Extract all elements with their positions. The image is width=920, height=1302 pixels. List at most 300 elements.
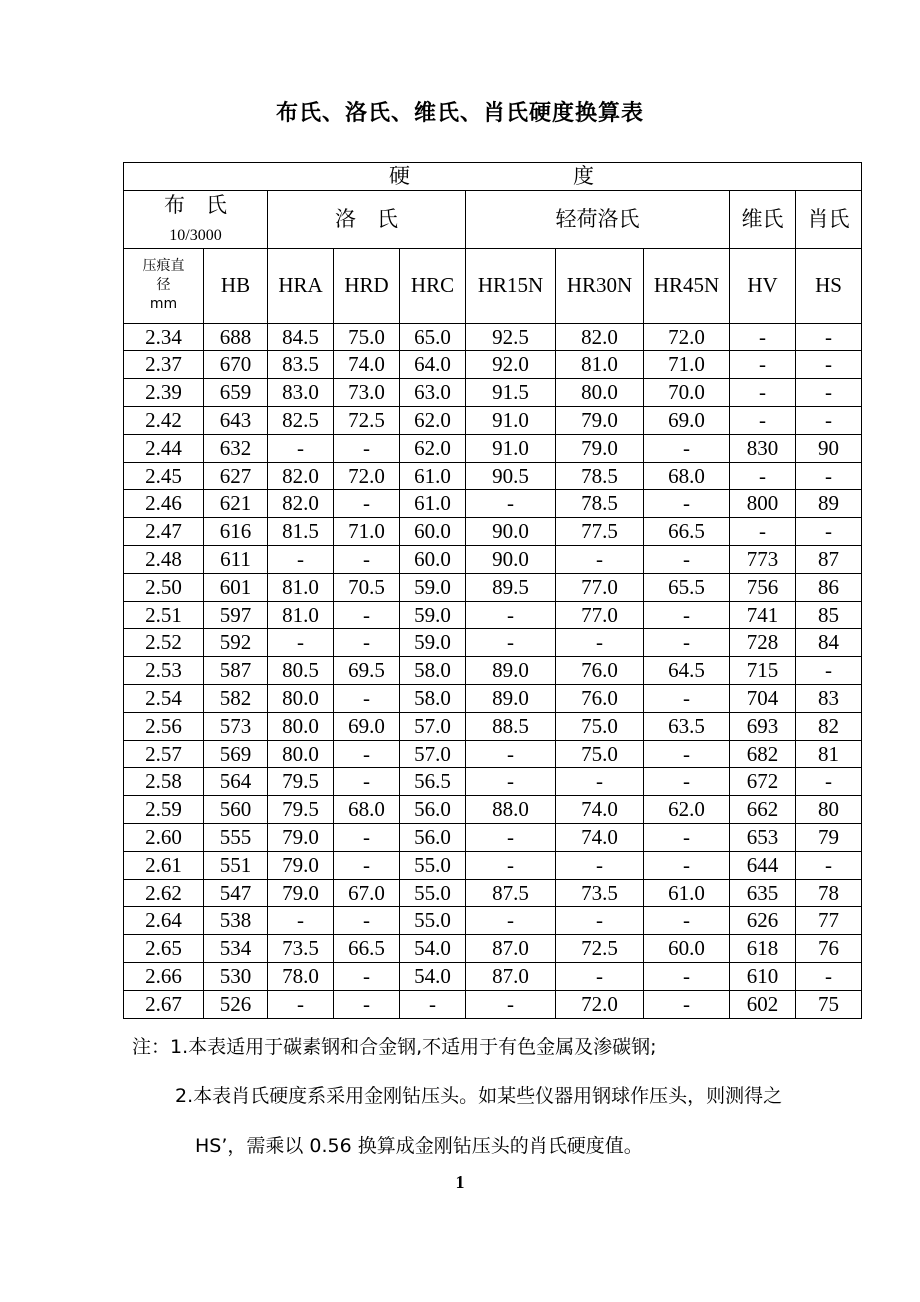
table-cell: 62.0 <box>400 407 466 435</box>
table-cell: 72.5 <box>334 407 400 435</box>
indent-unit: mm <box>149 296 178 313</box>
table-cell: - <box>644 851 730 879</box>
table-cell: 89.5 <box>466 573 556 601</box>
table-cell: 560 <box>204 796 268 824</box>
table-cell: 621 <box>204 490 268 518</box>
table-cell: 69.0 <box>334 712 400 740</box>
indent-label: 压痕直径 <box>142 258 185 294</box>
table-cell: - <box>644 629 730 657</box>
note-1: 注：1.本表适用于碳素钢和合金钢,不适用于有色金属及渗碳钢; <box>132 1036 657 1058</box>
table-cell: 616 <box>204 518 268 546</box>
page-title: 布氏、洛氏、维氏、肖氏硬度换算表 <box>275 101 644 126</box>
table-cell: - <box>334 434 400 462</box>
table-cell: 2.65 <box>124 935 204 963</box>
table-cell: 60.0 <box>400 546 466 574</box>
table-row <box>124 768 862 796</box>
table-cell: 70.5 <box>334 573 400 601</box>
table-cell: 80 <box>796 796 862 824</box>
table-cell: - <box>644 963 730 991</box>
table-cell: 90.0 <box>466 518 556 546</box>
table-cell: 60.0 <box>400 518 466 546</box>
table-cell: 610 <box>730 963 796 991</box>
table-cell: 2.56 <box>124 712 204 740</box>
table-cell: - <box>644 768 730 796</box>
table-row <box>124 629 862 657</box>
table-cell: 830 <box>730 434 796 462</box>
table-cell: 89.0 <box>466 657 556 685</box>
shore-header: 肖氏 <box>796 191 862 249</box>
table-cell: 79 <box>796 824 862 852</box>
table-cell: 68.0 <box>334 796 400 824</box>
table-cell: - <box>334 629 400 657</box>
table-cell: 597 <box>204 601 268 629</box>
table-cell: - <box>334 685 400 713</box>
table-cell: 2.42 <box>124 407 204 435</box>
table-cell: - <box>730 462 796 490</box>
table-cell: 756 <box>730 573 796 601</box>
table-cell: 84 <box>796 629 862 657</box>
table-cell: 75.0 <box>556 740 644 768</box>
table-cell: 526 <box>204 990 268 1018</box>
table-cell: 59.0 <box>400 601 466 629</box>
table-cell: 601 <box>204 573 268 601</box>
col-hb: HB <box>204 248 268 323</box>
table-cell: - <box>334 740 400 768</box>
table-cell: - <box>644 824 730 852</box>
table-cell: - <box>556 546 644 574</box>
table-cell: 2.37 <box>124 351 204 379</box>
table-cell: 2.44 <box>124 434 204 462</box>
table-cell: - <box>466 824 556 852</box>
table-cell: 61.0 <box>644 879 730 907</box>
table-cell: 57.0 <box>400 740 466 768</box>
table-row <box>124 351 862 379</box>
table-cell: 2.39 <box>124 379 204 407</box>
col-hra: HRA <box>268 248 334 323</box>
superficial-rockwell-header: 轻荷洛氏 <box>466 191 730 249</box>
table-cell: 69.0 <box>644 407 730 435</box>
table-cell: 83.0 <box>268 379 334 407</box>
table-cell: 57.0 <box>400 712 466 740</box>
table-cell: 82.5 <box>268 407 334 435</box>
table-cell: - <box>466 490 556 518</box>
vickers-header: 维氏 <box>730 191 796 249</box>
table-cell: - <box>466 768 556 796</box>
table-cell: 92.0 <box>466 351 556 379</box>
table-cell: - <box>466 907 556 935</box>
table-cell: - <box>796 323 862 351</box>
table-row <box>124 907 862 935</box>
table-cell: 78 <box>796 879 862 907</box>
table-cell: 83 <box>796 685 862 713</box>
table-cell: - <box>796 462 862 490</box>
table-cell: 74.0 <box>556 824 644 852</box>
table-cell: 644 <box>730 851 796 879</box>
table-cell: 92.5 <box>466 323 556 351</box>
table-cell: 534 <box>204 935 268 963</box>
table-cell: - <box>644 740 730 768</box>
table-cell: 81 <box>796 740 862 768</box>
table-cell: 547 <box>204 879 268 907</box>
table-cell: - <box>730 323 796 351</box>
table-cell: - <box>334 907 400 935</box>
table-cell: - <box>268 907 334 935</box>
table-cell: 54.0 <box>400 963 466 991</box>
table-cell: 635 <box>730 879 796 907</box>
col-hv: HV <box>730 248 796 323</box>
table-cell: 2.50 <box>124 573 204 601</box>
table-cell: 66.5 <box>644 518 730 546</box>
table-cell: 90 <box>796 434 862 462</box>
table-cell: 64.0 <box>400 351 466 379</box>
table-cell: - <box>268 990 334 1018</box>
table-cell: 592 <box>204 629 268 657</box>
table-cell: 75 <box>796 990 862 1018</box>
table-cell: 78.0 <box>268 963 334 991</box>
table-cell: 78.5 <box>556 462 644 490</box>
table-cell: 91.0 <box>466 434 556 462</box>
table-cell: 81.0 <box>556 351 644 379</box>
table-cell: 59.0 <box>400 629 466 657</box>
table-cell: 89.0 <box>466 685 556 713</box>
table-cell: - <box>466 629 556 657</box>
table-cell: - <box>796 407 862 435</box>
table-row <box>124 879 862 907</box>
table-cell: 87.0 <box>466 935 556 963</box>
table-cell: - <box>334 546 400 574</box>
table-cell: - <box>730 351 796 379</box>
table-cell: 2.59 <box>124 796 204 824</box>
table-cell: - <box>644 990 730 1018</box>
table-cell: 75.0 <box>334 323 400 351</box>
table-cell: - <box>268 434 334 462</box>
table-cell: 91.5 <box>466 379 556 407</box>
table-cell: 73.0 <box>334 379 400 407</box>
table-cell: 62.0 <box>644 796 730 824</box>
table-cell: - <box>796 518 862 546</box>
table-cell: 72.5 <box>556 935 644 963</box>
table-cell: - <box>334 851 400 879</box>
note-3: HS’，需乘以 0.56 换算成金刚钻压头的肖氏硬度值。 <box>195 1135 643 1157</box>
table-cell: 2.67 <box>124 990 204 1018</box>
table-row <box>124 740 862 768</box>
table-cell: 80.0 <box>268 740 334 768</box>
table-cell: 55.0 <box>400 851 466 879</box>
table-cell: 611 <box>204 546 268 574</box>
table-cell: 61.0 <box>400 490 466 518</box>
table-cell: 56.0 <box>400 824 466 852</box>
table-cell: 2.58 <box>124 768 204 796</box>
table-row <box>124 796 862 824</box>
table-cell: 653 <box>730 824 796 852</box>
table-cell: - <box>796 963 862 991</box>
table-cell: 71.0 <box>334 518 400 546</box>
brinell-header <box>124 191 268 249</box>
table-cell: 79.0 <box>556 407 644 435</box>
table-row <box>124 407 862 435</box>
table-cell: - <box>730 379 796 407</box>
table-cell: 2.45 <box>124 462 204 490</box>
table-cell: - <box>796 768 862 796</box>
table-cell: 551 <box>204 851 268 879</box>
table-cell: 602 <box>730 990 796 1018</box>
table-cell: 728 <box>730 629 796 657</box>
table-cell: 2.34 <box>124 323 204 351</box>
table-row <box>124 518 862 546</box>
table-cell: 69.5 <box>334 657 400 685</box>
table-cell: 573 <box>204 712 268 740</box>
table-cell: - <box>268 629 334 657</box>
table-cell: 82.0 <box>268 462 334 490</box>
table-cell: 72.0 <box>334 462 400 490</box>
table-cell: 75.0 <box>556 712 644 740</box>
table-cell: 704 <box>730 685 796 713</box>
table-cell: 627 <box>204 462 268 490</box>
table-cell: 76 <box>796 935 862 963</box>
table-cell: 86 <box>796 573 862 601</box>
table-cell: 682 <box>730 740 796 768</box>
table-cell: 587 <box>204 657 268 685</box>
table-cell: - <box>644 907 730 935</box>
table-cell: 77 <box>796 907 862 935</box>
table-cell: 76.0 <box>556 657 644 685</box>
table-cell: 2.61 <box>124 851 204 879</box>
table-cell: 80.0 <box>556 379 644 407</box>
table-cell: 693 <box>730 712 796 740</box>
table-cell: 564 <box>204 768 268 796</box>
table-row <box>124 490 862 518</box>
table-cell: 56.5 <box>400 768 466 796</box>
table-cell: 65.0 <box>400 323 466 351</box>
table-row <box>124 685 862 713</box>
table-cell: 67.0 <box>334 879 400 907</box>
table-cell: 72.0 <box>556 990 644 1018</box>
table-cell: 773 <box>730 546 796 574</box>
table-cell: - <box>400 990 466 1018</box>
table-cell: 582 <box>204 685 268 713</box>
table-cell: 662 <box>730 796 796 824</box>
table-cell: - <box>556 629 644 657</box>
col-hr45n: HR45N <box>644 248 730 323</box>
table-cell: 58.0 <box>400 685 466 713</box>
table-cell: 89 <box>796 490 862 518</box>
table-cell: 82.0 <box>556 323 644 351</box>
table-cell: - <box>796 379 862 407</box>
table-cell: 91.0 <box>466 407 556 435</box>
indent-diameter-header <box>124 248 204 323</box>
table-cell: 2.60 <box>124 824 204 852</box>
table-row <box>124 573 862 601</box>
table-cell: 71.0 <box>644 351 730 379</box>
table-cell: 2.52 <box>124 629 204 657</box>
table-cell: - <box>556 768 644 796</box>
table-cell: 61.0 <box>400 462 466 490</box>
table-cell: - <box>466 601 556 629</box>
table-cell: 60.0 <box>644 935 730 963</box>
table-cell: 79.5 <box>268 768 334 796</box>
table-cell: - <box>644 434 730 462</box>
col-hs: HS <box>796 248 862 323</box>
table-cell: 66.5 <box>334 935 400 963</box>
table-row <box>124 323 862 351</box>
table-cell: 83.5 <box>268 351 334 379</box>
table-cell: 54.0 <box>400 935 466 963</box>
table-row <box>124 379 862 407</box>
header-row-columns <box>124 248 862 323</box>
col-hrd: HRD <box>334 248 400 323</box>
table-cell: - <box>334 768 400 796</box>
table-cell: 2.62 <box>124 879 204 907</box>
table-cell: 87.5 <box>466 879 556 907</box>
table-cell: 87 <box>796 546 862 574</box>
table-cell: - <box>644 601 730 629</box>
table-row <box>124 963 862 991</box>
table-cell: 77.0 <box>556 601 644 629</box>
table-cell: 81.0 <box>268 573 334 601</box>
table-cell: - <box>644 685 730 713</box>
col-hrc: HRC <box>400 248 466 323</box>
table-row <box>124 657 862 685</box>
table-row <box>124 434 862 462</box>
header-row-groups <box>124 191 862 249</box>
table-cell: - <box>730 518 796 546</box>
table-row <box>124 712 862 740</box>
table-cell: - <box>796 851 862 879</box>
table-cell: - <box>334 490 400 518</box>
table-cell: - <box>796 657 862 685</box>
table-cell: 78.5 <box>556 490 644 518</box>
hardness-header: 硬 度 <box>124 163 862 191</box>
table-cell: 85 <box>796 601 862 629</box>
table-cell: - <box>334 824 400 852</box>
table-cell: 84.5 <box>268 323 334 351</box>
table-cell: 2.53 <box>124 657 204 685</box>
table-cell: - <box>730 407 796 435</box>
table-cell: 530 <box>204 963 268 991</box>
table-cell: 68.0 <box>644 462 730 490</box>
table-cell: 741 <box>730 601 796 629</box>
table-cell: 55.0 <box>400 907 466 935</box>
table-cell: 70.0 <box>644 379 730 407</box>
table-cell: 59.0 <box>400 573 466 601</box>
table-cell: 88.0 <box>466 796 556 824</box>
table-cell: 90.5 <box>466 462 556 490</box>
table-cell: 659 <box>204 379 268 407</box>
page-number: 1 <box>455 1172 465 1192</box>
table-cell: - <box>556 963 644 991</box>
table-cell: 87.0 <box>466 963 556 991</box>
table-cell: 73.5 <box>268 935 334 963</box>
rockwell-header: 洛 氏 <box>268 191 466 249</box>
table-cell: 632 <box>204 434 268 462</box>
table-cell: 670 <box>204 351 268 379</box>
table-row <box>124 546 862 574</box>
table-cell: - <box>556 851 644 879</box>
table-cell: 64.5 <box>644 657 730 685</box>
table-cell: - <box>556 907 644 935</box>
table-cell: 800 <box>730 490 796 518</box>
table-cell: 63.0 <box>400 379 466 407</box>
table-cell: 77.5 <box>556 518 644 546</box>
table-cell: 555 <box>204 824 268 852</box>
table-cell: 76.0 <box>556 685 644 713</box>
table-cell: 2.46 <box>124 490 204 518</box>
table-cell: 569 <box>204 740 268 768</box>
table-cell: 2.47 <box>124 518 204 546</box>
table-cell: 72.0 <box>644 323 730 351</box>
table-cell: 74.0 <box>556 796 644 824</box>
table-cell: 77.0 <box>556 573 644 601</box>
table-cell: - <box>334 963 400 991</box>
table-cell: 79.0 <box>268 851 334 879</box>
hardness-table <box>123 162 862 1019</box>
brinell-label: 布 氏 <box>164 193 227 217</box>
table-cell: - <box>466 851 556 879</box>
table-row <box>124 601 862 629</box>
table-row <box>124 462 862 490</box>
table-cell: 74.0 <box>334 351 400 379</box>
table-cell: 715 <box>730 657 796 685</box>
table-cell: 618 <box>730 935 796 963</box>
table-cell: 80.5 <box>268 657 334 685</box>
table-cell: 56.0 <box>400 796 466 824</box>
table-cell: 672 <box>730 768 796 796</box>
table-row <box>124 990 862 1018</box>
table-cell: 80.0 <box>268 712 334 740</box>
table-cell: - <box>644 546 730 574</box>
table-cell: 688 <box>204 323 268 351</box>
table-cell: 90.0 <box>466 546 556 574</box>
table-cell: 2.64 <box>124 907 204 935</box>
table-cell: - <box>268 546 334 574</box>
brinell-load: 10/3000 <box>169 227 222 245</box>
table-cell: 626 <box>730 907 796 935</box>
note-2: 2.本表肖氏硬度系采用金刚钻压头。如某些仪器用钢球作压头，则测得之 <box>175 1085 783 1107</box>
col-hr15n: HR15N <box>466 248 556 323</box>
table-cell: 79.0 <box>268 879 334 907</box>
table-cell: 81.5 <box>268 518 334 546</box>
col-hr30n: HR30N <box>556 248 644 323</box>
table-cell: 79.0 <box>556 434 644 462</box>
table-cell: - <box>644 490 730 518</box>
table-cell: - <box>334 601 400 629</box>
table-row <box>124 935 862 963</box>
table-cell: - <box>334 990 400 1018</box>
table-cell: 65.5 <box>644 573 730 601</box>
table-cell: 538 <box>204 907 268 935</box>
table-cell: 2.51 <box>124 601 204 629</box>
table-row <box>124 824 862 852</box>
table-cell: - <box>466 740 556 768</box>
table-cell: 81.0 <box>268 601 334 629</box>
table-cell: 2.48 <box>124 546 204 574</box>
header-row-top <box>124 163 862 191</box>
table-cell: 58.0 <box>400 657 466 685</box>
table-cell: 80.0 <box>268 685 334 713</box>
table-cell: 82.0 <box>268 490 334 518</box>
table-cell: 63.5 <box>644 712 730 740</box>
table-cell: 79.5 <box>268 796 334 824</box>
table-cell: 2.54 <box>124 685 204 713</box>
table-cell: - <box>466 990 556 1018</box>
table-row <box>124 851 862 879</box>
table-cell: 79.0 <box>268 824 334 852</box>
table-cell: 73.5 <box>556 879 644 907</box>
table-cell: 88.5 <box>466 712 556 740</box>
table-cell: 55.0 <box>400 879 466 907</box>
table-cell: 2.57 <box>124 740 204 768</box>
table-cell: - <box>796 351 862 379</box>
